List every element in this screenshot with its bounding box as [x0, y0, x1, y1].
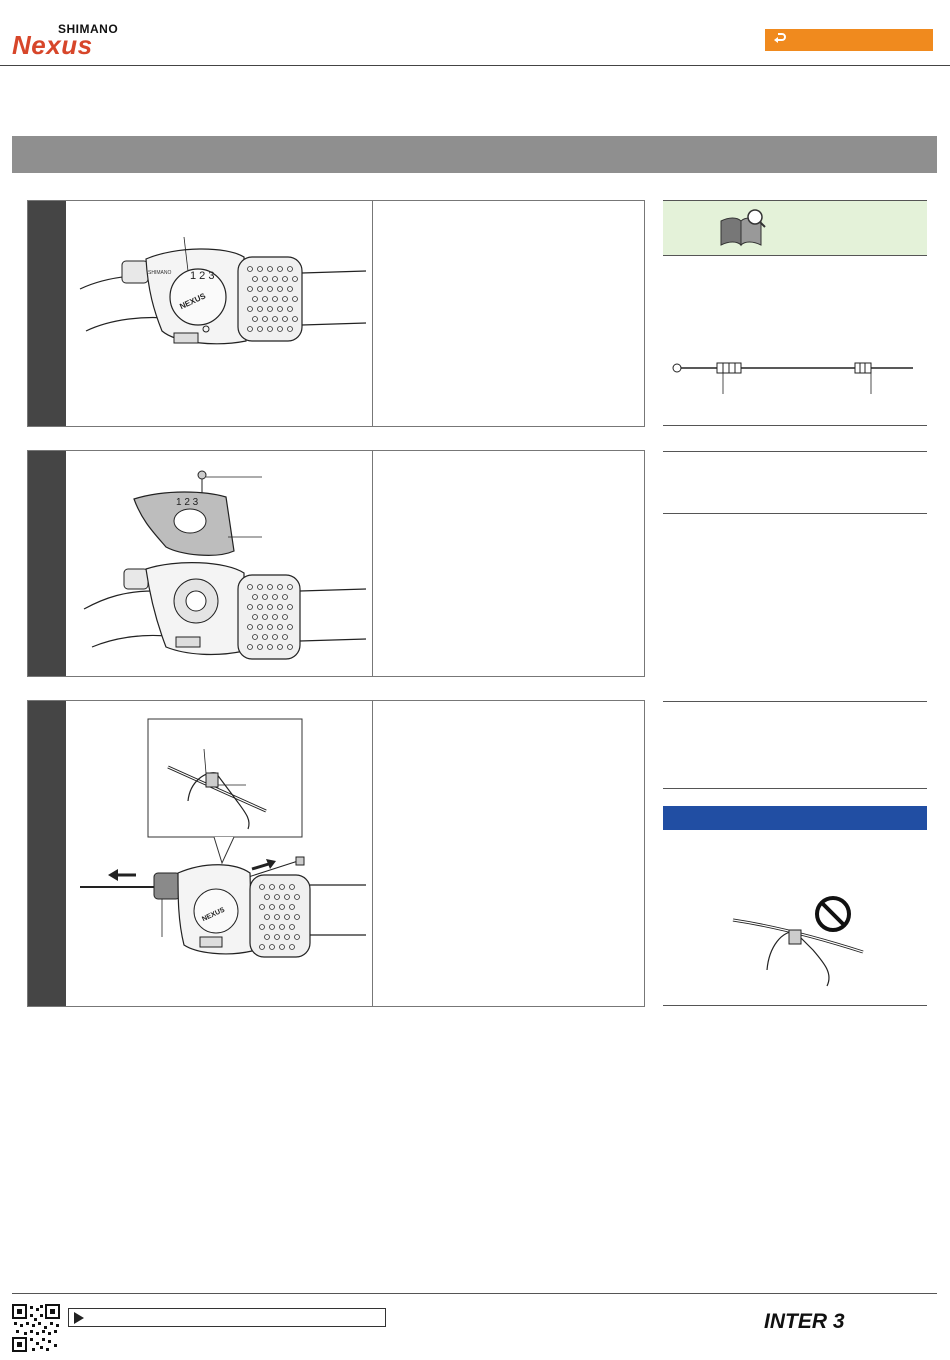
back-button[interactable] [765, 29, 933, 51]
step-2-panel [27, 450, 645, 677]
incorrect-routing-illustration [663, 890, 927, 990]
step-3-panel [27, 700, 645, 1007]
sidebar-divider [663, 701, 927, 702]
nexus-logo: Nexus [12, 30, 93, 60]
step-2-figure [66, 451, 372, 676]
sidebar-divider [663, 788, 927, 789]
notice-header-bar [663, 806, 927, 830]
sidebar-divider [663, 513, 927, 514]
qr-code[interactable] [12, 1304, 60, 1352]
cover-removal-illustration [66, 451, 372, 676]
sidebar-divider [663, 451, 927, 452]
return-arrow-icon [773, 33, 787, 47]
dial-logo: NEXUS [178, 291, 208, 312]
sidebar-divider [663, 1005, 927, 1006]
play-triangle-icon [74, 1312, 84, 1324]
qr-code-icon [12, 1304, 60, 1352]
step-2-number-tab [28, 451, 66, 676]
cable-diagram [663, 356, 927, 396]
dial-logo: NEXUS [201, 906, 226, 924]
step-1-panel [27, 200, 645, 427]
shimano-logo: SHIMANO [58, 22, 119, 36]
prohibited-icon [817, 898, 849, 930]
step-1-text [373, 201, 644, 426]
product-name: INTER 3 [764, 1310, 845, 1333]
step-1-figure [66, 201, 372, 426]
shifter-illustration [66, 201, 372, 426]
dial-numbers: 1 2 3 [190, 270, 215, 282]
magnifier-book-icon [717, 207, 767, 249]
page-header [0, 0, 950, 66]
sidebar-divider [663, 425, 927, 426]
step-1-number-tab [28, 201, 66, 426]
tip-box [663, 200, 927, 256]
step-3-text [373, 701, 644, 1006]
step-3-number-tab [28, 701, 66, 1006]
cable-install-illustration [66, 701, 372, 1006]
shifter-brand-label: SHIMANO [148, 270, 172, 276]
video-link-bar[interactable] [68, 1308, 386, 1327]
footer-divider [12, 1293, 937, 1294]
step-3-figure [66, 701, 372, 1006]
step-2-text [373, 451, 644, 676]
dial-numbers: 1 2 3 [176, 497, 199, 508]
section-title-bar [12, 136, 937, 173]
